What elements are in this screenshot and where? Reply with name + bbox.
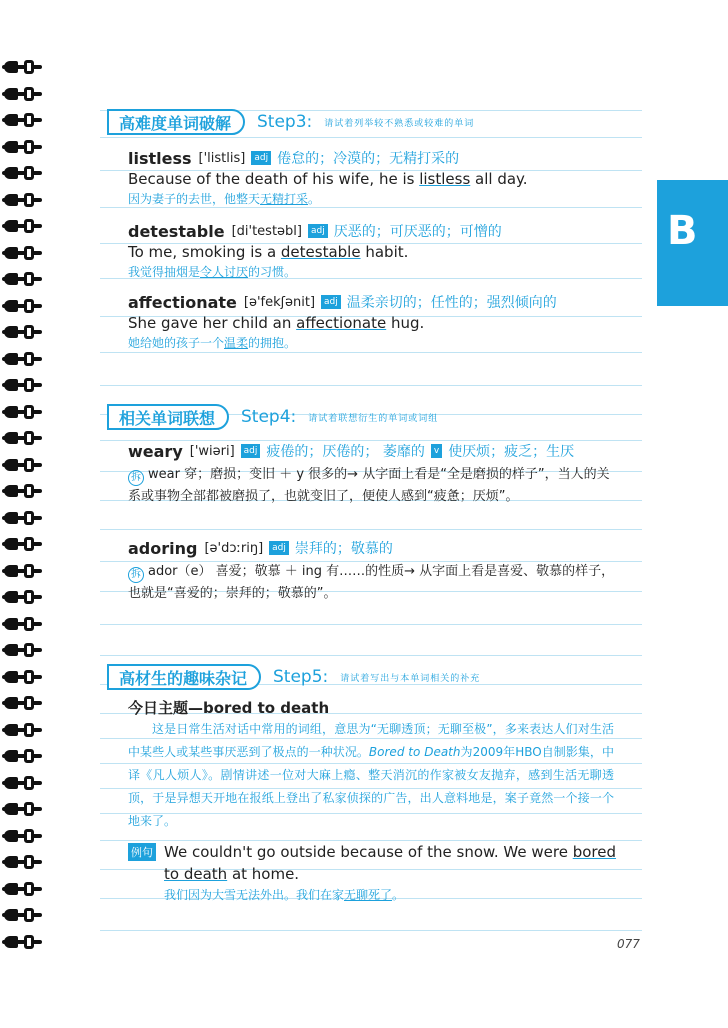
phonetic: [ə'dɔːriŋ] [204,540,264,556]
entry-detestable [128,221,628,281]
ruled-line [100,655,642,656]
step3-hint: 请试着列举较不熟悉或较难的单词 [324,118,475,129]
example-sentence [128,841,618,905]
trivia-paragraph: 这是日常生活对话中常用的词组，意思为“无聊透顶；无聊至极”，多来表达人们对生活中某些人或某些事厌恶到了极点的一种状况。Bored to Death为2009年HBO自制影集，中译《凡人烦人》。剧情讲述一位对大麻上瘾、整天消沉的作家被女友抛弃，感到生活无聊透顶，于是异想天开地在报纸上登出了私家侦探的广告，出人意料地是，案子竟然一个接一个地来了。 [128,722,614,828]
step4-header [107,403,438,431]
definition: 厌恶的；可厌恶的；可憎的 [333,224,502,240]
headword: weary [128,441,183,461]
spiral-ring [2,272,42,286]
example-en: To me, smoking is a detestable habit. [128,243,409,261]
example-zh: 她给她的孩子一个温柔的拥抱。 [128,336,297,350]
spiral-ring [2,749,42,763]
headword: adoring [128,538,198,558]
spiral-ring [2,484,42,498]
step3-title: 高难度单词破解 [107,109,245,135]
spiral-ring [2,590,42,604]
headword: detestable [128,221,225,241]
page-number: 077 [617,937,640,951]
spiral-binding [0,60,44,960]
ruled-line [100,529,642,530]
pos-badge: adj [308,224,328,238]
phonetic: ['listlis] [198,150,246,166]
spiral-ring [2,246,42,260]
ruled-line [100,624,642,625]
pos-badge: adj [321,295,341,309]
example-zh: 因为妻子的去世，他整天无精打采。 [128,192,321,206]
step5-title: 高材生的趣味杂记 [107,664,261,690]
step3-header [107,108,474,136]
spiral-ring [2,882,42,896]
etymology-weary [128,464,618,508]
spiral-ring [2,855,42,869]
example-en: She gave her child an affectionate hug. [128,314,425,332]
spiral-ring [2,537,42,551]
spiral-ring [2,696,42,710]
spiral-ring [2,166,42,180]
pos-badge: adj [241,444,261,458]
spiral-ring [2,511,42,525]
section-tab-letter: B [667,208,698,254]
spiral-ring [2,87,42,101]
definition: 疲倦的；厌倦的； 萎靡的 [266,444,425,460]
spiral-ring [2,670,42,684]
spiral-ring [2,458,42,472]
etymology-text: wear 穿；磨损；变旧 ＋ y 很多的→ 从字面上看是“全是磨损的样子”，当人的关系或事物全部都被磨损了，也就变旧了，便使人感到“疲惫；厌烦”。 [128,467,610,504]
definition: 倦怠的；冷漠的；无精打采的 [277,151,460,167]
spiral-ring [2,829,42,843]
spiral-ring [2,564,42,578]
ruled-line [100,385,642,386]
ruled-line [100,352,642,353]
step5-hint: 请试着写出与本单词相关的补充 [340,673,481,684]
step4-hint: 请试着联想衍生的单词或词组 [308,413,439,424]
ruled-line [100,930,642,931]
phonetic: [ə'fekʃənit] [243,294,316,310]
headword: affectionate [128,292,237,312]
entry-affectionate [128,292,628,352]
spiral-ring [2,60,42,74]
pos-badge: adj [251,151,271,165]
step4-title: 相关单词联想 [107,404,229,430]
phonetic: ['wiəri] [189,443,235,459]
highlight-word: listless [419,170,471,188]
entry-weary [128,441,628,461]
example-en: We couldn't go outside because of the snow. We were bored to death at home. [164,843,617,883]
example-zh: 我觉得抽烟是令人讨厌的习惯。 [128,265,297,279]
pos-badge-verb: v [431,444,442,458]
step5-label: Step5: [273,667,329,687]
split-icon: 拆 [128,470,144,486]
ruled-line [100,137,642,138]
spiral-ring [2,935,42,949]
spiral-ring [2,140,42,154]
spiral-ring [2,219,42,233]
spiral-ring [2,405,42,419]
topic-title: 今日主题—bored to death [128,699,330,717]
etymology-text: ador（e） 喜爱；敬慕 ＋ ing 有……的性质→ 从字面上看是喜爱、敬慕的样子，也就是“喜爱的；崇拜的；敬慕的”。 [128,564,615,601]
step4-label: Step4: [241,407,297,427]
headword: listless [128,148,192,168]
spiral-ring [2,617,42,631]
example-zh: 我们因为大雪无法外出。我们在家无聊死了。 [164,888,405,902]
phonetic: [di'testəbl] [231,223,302,239]
spiral-ring [2,299,42,313]
show-title: Bored to Death [368,745,461,759]
spiral-ring [2,643,42,657]
pos-badge: adj [269,541,289,555]
step3-label: Step3: [257,112,313,132]
section-tab [657,180,728,306]
spiral-ring [2,378,42,392]
spiral-ring [2,776,42,790]
spiral-ring [2,723,42,737]
spiral-ring [2,352,42,366]
step5-header [107,663,480,691]
split-icon: 拆 [128,567,144,583]
definition-verb: 使厌烦；疲乏；生厌 [448,444,575,460]
definition: 崇拜的；敬慕的 [294,541,393,557]
spiral-ring [2,193,42,207]
entry-listless [128,148,628,208]
spiral-ring [2,908,42,922]
example-en: Because of the death of his wife, he is listless all day. [128,170,528,188]
entry-adoring [128,538,628,558]
spiral-ring [2,113,42,127]
etymology-adoring [128,561,618,605]
definition: 温柔亲切的；任性的；强烈倾向的 [346,295,557,311]
example-tag: 例句 [128,843,156,861]
spiral-ring [2,802,42,816]
spiral-ring [2,431,42,445]
spiral-ring [2,325,42,339]
